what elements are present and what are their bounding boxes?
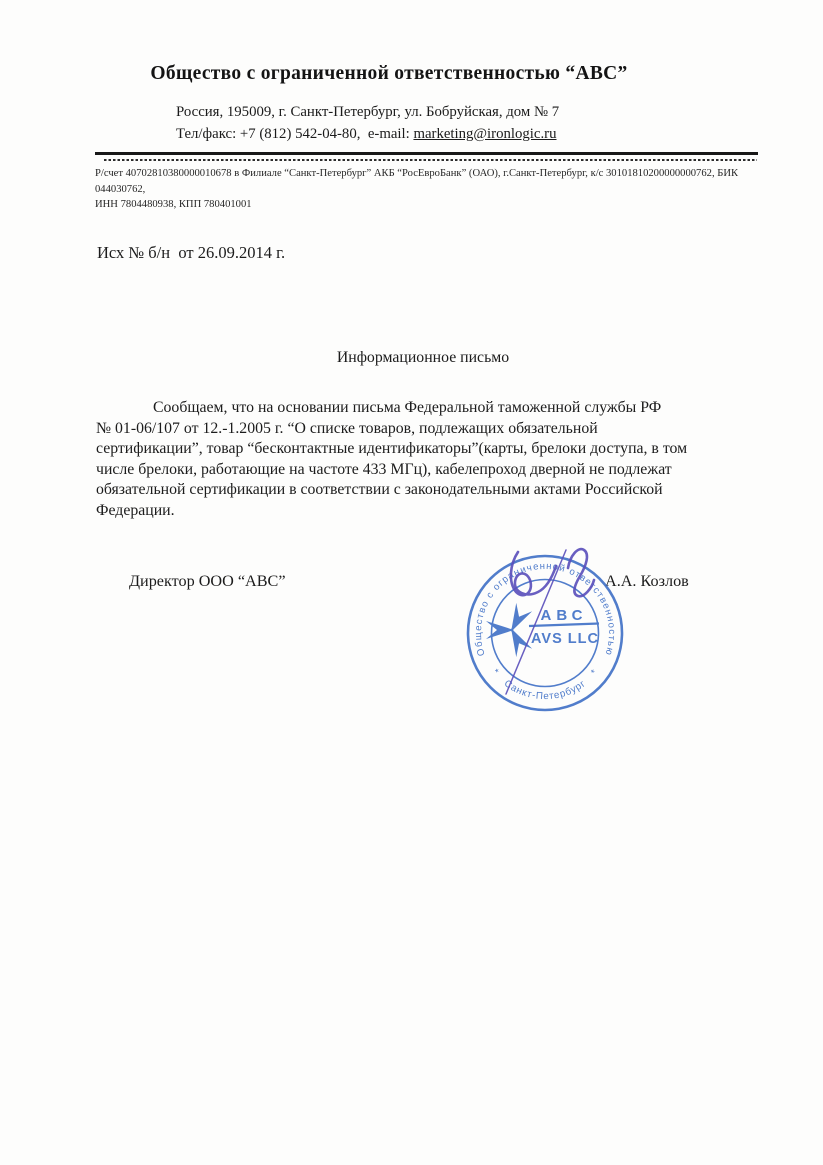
stamp-center-abc: АВС [540,607,588,624]
contact-block [176,101,559,145]
body-line: числе брелоки, работающие на частоте 433 МГц), кабелепроход дверной не подлежат [96,460,672,478]
header-rule-dotted [104,159,757,161]
body-line: обязательной сертификации в соответствии с законодательными актами Российской [96,481,663,499]
body-line: № 01-06/107 от 12.-1.2005 г. “О списке товаров, подлежащих обязательной [96,419,598,437]
signer-name: А.А. Козлов [605,572,689,590]
bank-details-line: Р/счет 40702810380000010678 в Филиале “Санкт-Петербург” АКБ “РосЕвроБанк” (ОАО), г.Санкт-Петербург, к/с 30101810200000000762, БИК 044030762, [95,168,739,195]
stamp-center-avsllc: AVS LLC [531,631,599,647]
body-line: Сообщаем, что на основании письма Федеральной таможенной службы РФ [153,399,662,416]
header-rule-solid [95,152,758,155]
address-line: Россия, 195009, г. Санкт-Петербург, ул. Бобруйская, дом № 7 [176,104,560,120]
stamp-ring-top-text: Общество с ограниченной ответственностью [472,560,618,658]
body-line: Федерации. [96,501,175,519]
outgoing-ref-line: Исх № б/н от 26.09.2014 г. [97,243,286,262]
company-name: Общество с ограниченной ответственностью “АВС” [150,63,628,84]
stamp-star-icon: * [589,667,601,678]
handwritten-signature [480,538,620,703]
signer-position-title: Директор ООО “АВС” [129,572,286,590]
stamp-ring-bottom-text: * Санкт-Петербург * [489,667,601,703]
signature-flourish-stroke [506,550,566,694]
stamp-star-icon: * [489,667,501,678]
signature-stroke [568,549,594,596]
letter-body [96,398,748,522]
phone-fax-text: Тел/факс: +7 (812) 542-04-80, e-mail: [176,126,414,142]
email-text: marketing@ironlogic.ru [413,126,557,142]
letter-title: Информационное письмо [336,349,510,366]
phone-email-line [176,123,559,145]
bank-details [95,166,767,213]
body-line: сертификации”, товар “бесконтактные идентификаторы”(карты, брелоки доступа, в том [96,440,688,458]
bank-details-line: ИНН 7804480938, КПП 780401001 [95,199,252,210]
